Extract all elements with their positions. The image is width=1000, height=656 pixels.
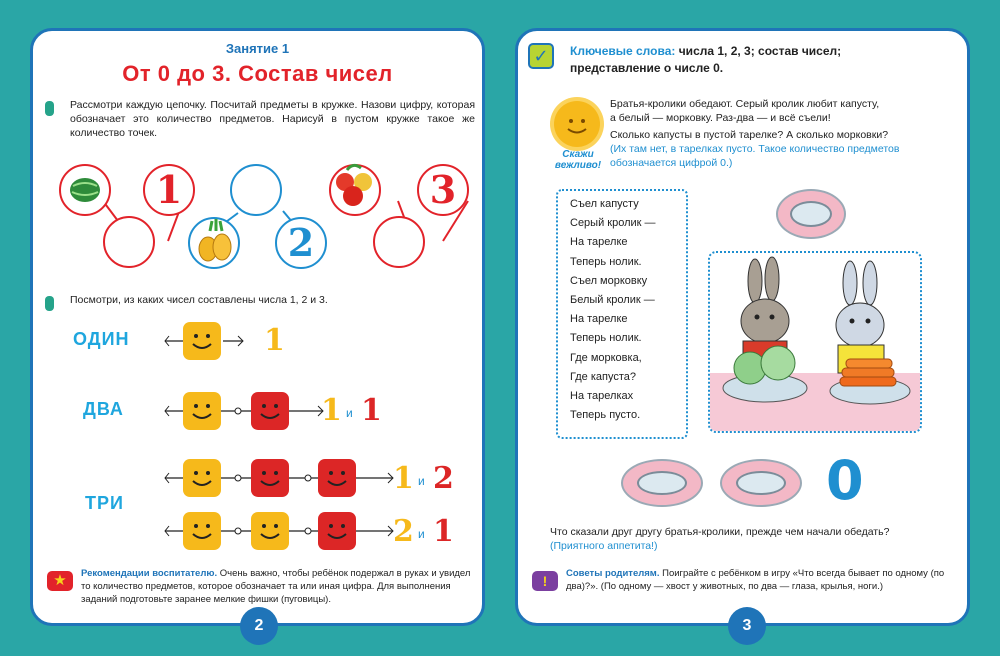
sun-icon <box>554 101 600 147</box>
advice-text: Поиграйте с ребёнком в игру «Что всегда бывает по одному (по два)?». (По одному — хвост у животных, по два — глаза, крылья, ноги.) <box>566 568 945 592</box>
red-smiley-block <box>251 459 289 497</box>
formula-number: 1 <box>393 461 414 496</box>
zero-digit: 0 <box>826 449 864 512</box>
chain-empty-circle <box>373 216 425 268</box>
red-smiley-block <box>318 459 356 497</box>
word-one: ОДИН <box>73 329 130 349</box>
poem-line: Съел морковку <box>570 274 648 287</box>
formula-number: 2 <box>433 461 454 496</box>
key-words-label: Ключевые слова: <box>570 44 676 58</box>
formula-number: 1 <box>361 393 382 428</box>
star-icon: ★ <box>47 571 73 591</box>
formula-number: 1 <box>321 393 342 428</box>
chain-circle-watermelon <box>59 164 111 216</box>
sun-caption: Скажи вежливо! <box>554 149 602 171</box>
page-number-right: 3 <box>728 607 766 645</box>
page-number-left: 2 <box>240 607 278 645</box>
task-1-text: Рассмотри каждую цепочку. Посчитай предметы в кружке. Назови цифру, которая обозначает это количество предметов. Нарисуй в пустом кружке такое же количество точек. <box>70 99 475 139</box>
key-words <box>570 43 965 77</box>
poem-line: Теперь пусто. <box>570 409 641 422</box>
poem-line: На тарелке <box>570 313 628 326</box>
recommendation <box>81 567 476 606</box>
right-page <box>515 28 970 634</box>
final-question <box>550 525 960 553</box>
chain-circle-pineapples <box>188 217 240 269</box>
story-line-2: а белый — морковку. Раз-два — и всё съели! <box>610 112 831 124</box>
yellow-smiley-block <box>251 512 289 550</box>
poem-line: Где капуста? <box>570 370 636 383</box>
chain-number-1: 1 <box>155 167 183 212</box>
poem-line: На тарелках <box>570 389 634 402</box>
exclamation-icon: ! <box>532 571 558 591</box>
word-three: ТРИ <box>85 493 124 513</box>
story-line-1: Братья-кролики обедают. Серый кролик любит капусту, <box>610 98 880 110</box>
poem-line: Съел капусту <box>570 198 639 210</box>
chain-empty-circle <box>103 216 155 268</box>
word-two: ДВА <box>83 399 124 419</box>
yellow-smiley-block <box>183 392 221 430</box>
empty-plate <box>776 189 846 239</box>
chain-circle-number-3 <box>417 164 469 216</box>
poem-line: Где морковка, <box>570 351 642 364</box>
formula-and: и <box>418 474 425 488</box>
rabbits-illustration <box>708 251 922 433</box>
formula-number: 2 <box>393 514 414 549</box>
chain-circle-apples <box>329 164 381 216</box>
poem-line: Серый кролик — <box>570 217 656 230</box>
formula-number: 1 <box>264 323 285 358</box>
empty-plate <box>720 459 802 507</box>
pineapple-icon <box>184 213 244 273</box>
chain-number-2: 2 <box>287 220 315 265</box>
poem-line: На тарелке <box>570 236 628 249</box>
recommendation-text: Очень важно, чтобы ребёнок подержал в руках и увидел то количество предметов, которое обозначает та или иная цифра. Для выполнения заданий подготовьте заранее мелкие фишки (пуговицы). <box>81 568 471 605</box>
poem-line: Теперь нолик. <box>570 332 642 345</box>
empty-plate <box>621 459 703 507</box>
yellow-smiley-block <box>183 322 221 360</box>
story-answer: (Их там нет, в тарелках пусто. Такое количество предметов обозначается цифрой 0.) <box>610 143 900 169</box>
poem-box <box>556 189 688 439</box>
lesson-label: Занятие 1 <box>225 41 290 56</box>
key-words-text-1: числа 1, 2, 3; состав чисел; <box>678 44 842 58</box>
formula-number: 1 <box>433 514 454 549</box>
final-question-text: Что сказали друг другу братья-кролики, прежде чем начали обедать? <box>550 526 890 538</box>
task-bullet <box>45 101 54 116</box>
yellow-smiley-block <box>183 459 221 497</box>
apples-icon <box>323 152 387 216</box>
advice-title: Советы родителям. <box>566 568 660 579</box>
final-answer-text: (Приятного аппетита!) <box>550 540 658 552</box>
poem-line: Белый кролик — <box>570 293 655 306</box>
chain-circle-number-2 <box>275 217 327 269</box>
story-text <box>610 97 955 170</box>
task-2-text: Посмотри, из каких чисел составлены числа 1, 2 и 3. <box>70 294 328 306</box>
parents-advice <box>566 567 961 593</box>
red-smiley-block <box>318 512 356 550</box>
recommendation-title: Рекомендации воспитателю. <box>81 568 218 579</box>
checkmark-icon: ✓ <box>528 43 554 69</box>
poem-line: Теперь нолик. <box>570 255 642 268</box>
white-rabbit-icon <box>836 261 884 373</box>
page-title: От 0 до 3. Состав чисел <box>122 61 393 86</box>
red-smiley-block <box>251 392 289 430</box>
formula-and: и <box>346 406 353 420</box>
task-bullet <box>45 296 54 311</box>
key-words-text-2: представление о числе 0. <box>570 61 724 75</box>
story-question: Сколько капусты в пустой тарелке? А сколько морковки? <box>610 129 889 141</box>
chain-circle-number-1 <box>143 164 195 216</box>
formula-and: и <box>418 527 425 541</box>
chain-number-3: 3 <box>429 167 457 212</box>
watermelon-icon <box>61 166 109 214</box>
chain-empty-circle <box>230 164 282 216</box>
left-page <box>30 28 485 634</box>
yellow-smiley-block <box>183 512 221 550</box>
